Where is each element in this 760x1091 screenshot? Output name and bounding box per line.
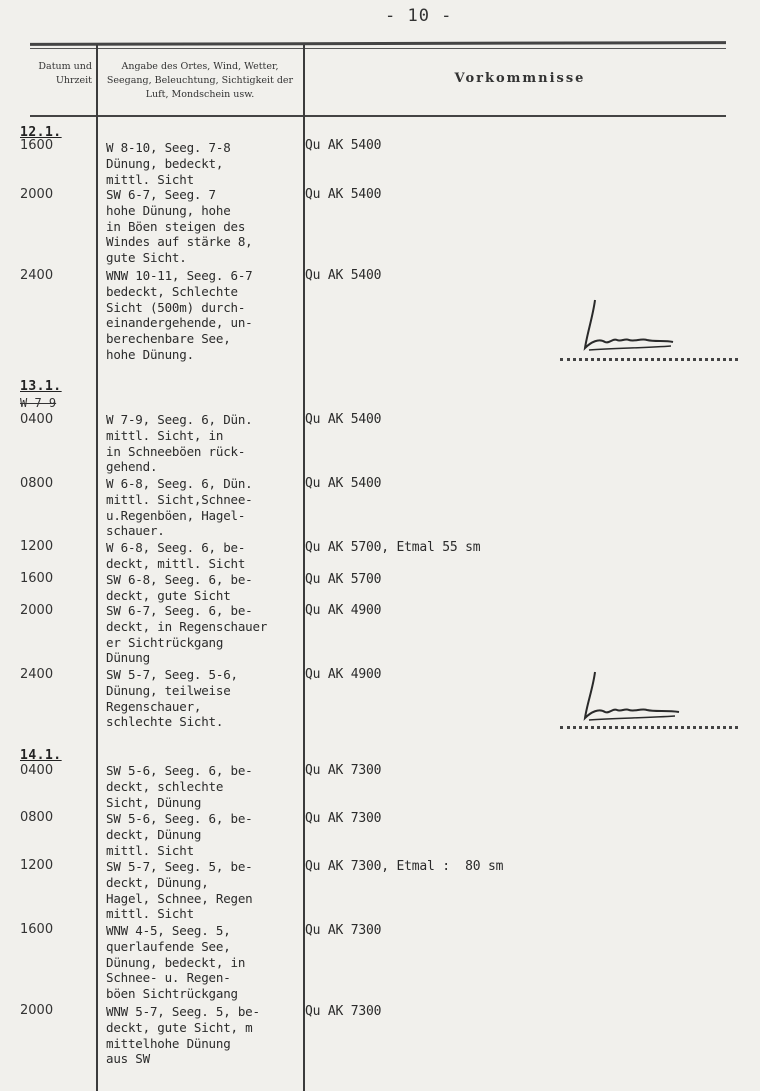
- entry-time: 0400: [20, 763, 54, 778]
- entry-weather: SW 6-7, Seeg. 7 hohe Dünung, hohe in Böen steigen des Windes auf stärke 8, gute Sicht.: [106, 187, 253, 266]
- entry-time: 2000: [20, 187, 54, 202]
- header-location-weather: Angabe des Ortes, Wind, Wetter, Seegang, Beleuchtung, Sichtigkeit der Luft, Mondschein usw.: [106, 61, 294, 100]
- header-date-time: Datum und Uhrzeit: [38, 61, 92, 86]
- page-number: - 10 -: [385, 6, 453, 26]
- struck-entry: W 7-9: [20, 396, 57, 410]
- entry-time: 1600: [20, 922, 54, 937]
- day-label: 13.1.: [20, 379, 62, 394]
- header-rule: [30, 115, 726, 117]
- signature-dotted-line: [560, 726, 738, 729]
- entry-event: Qu AK 7300: [305, 763, 382, 778]
- entry-time: 1200: [20, 539, 54, 554]
- entry-weather: W 6-8, Seeg. 6, be- deckt, mittl. Sicht: [106, 540, 246, 571]
- entry-time: 0400: [20, 412, 54, 427]
- entry-event: Qu AK 5400: [305, 412, 382, 427]
- entry-event: Qu AK 5400: [305, 138, 382, 153]
- header-events: Vorkommnisse: [454, 71, 586, 86]
- entry-weather: SW 5-6, Seeg. 6, be- deckt, Dünung mittl. Sicht: [106, 811, 253, 858]
- column-divider-1: [96, 45, 98, 1091]
- signature-mark: [575, 668, 685, 728]
- top-rule: [30, 41, 726, 46]
- entry-weather: SW 5-7, Seeg. 5, be- deckt, Dünung, Hagel, Schnee, Regen mittl. Sicht: [106, 859, 253, 922]
- entry-time: 2400: [20, 268, 54, 283]
- entry-weather: WNW 4-5, Seeg. 5, querlaufende See, Dünung, bedeckt, in Schnee- u. Regen- böen Sichtrückgang: [106, 923, 246, 1002]
- entry-time: 2000: [20, 1003, 54, 1018]
- entry-weather: SW 6-8, Seeg. 6, be- deckt, gute Sicht: [106, 572, 253, 603]
- entry-event: Qu AK 5400: [305, 476, 382, 491]
- entry-event: Qu AK 4900: [305, 667, 382, 682]
- signature-dotted-line: [560, 358, 738, 361]
- entry-event: Qu AK 7300: [305, 923, 382, 938]
- entry-event: Qu AK 4900: [305, 603, 382, 618]
- entry-event: Qu AK 7300: [305, 811, 382, 826]
- day-label: 12.1.: [20, 125, 62, 140]
- entry-time: 1200: [20, 858, 54, 873]
- entry-weather: W 7-9, Seeg. 6, Dün. mittl. Sicht, in in Schneeböen rück- gehend.: [106, 412, 253, 475]
- entry-weather: SW 5-7, Seeg. 5-6, Dünung, teilweise Regenschauer, schlechte Sicht.: [106, 667, 238, 730]
- entry-time: 0800: [20, 810, 54, 825]
- entry-event: Qu AK 5400: [305, 187, 382, 202]
- entry-weather: W 8-10, Seeg. 7-8 Dünung, bedeckt, mittl. Sicht: [106, 140, 231, 187]
- signature-mark: [575, 298, 685, 358]
- top-rule-thin: [30, 48, 726, 49]
- entry-time: 1600: [20, 571, 54, 586]
- entry-time: 0800: [20, 476, 54, 491]
- entry-time: 1600: [20, 138, 54, 153]
- entry-weather: SW 6-7, Seeg. 6, be- deckt, in Regenschauer er Sichtrückgang Dünung: [106, 603, 268, 666]
- entry-event: Qu AK 7300, Etmal : 80 sm: [305, 859, 504, 874]
- entry-time: 2000: [20, 603, 54, 618]
- entry-weather: WNW 5-7, Seeg. 5, be- deckt, gute Sicht, m mittelhohe Dünung aus SW: [106, 1004, 260, 1067]
- entry-event: Qu AK 5700, Etmal 55 sm: [305, 540, 481, 555]
- entry-weather: SW 5-6, Seeg. 6, be- deckt, schlechte Sicht, Dünung: [106, 763, 253, 810]
- entry-weather: W 6-8, Seeg. 6, Dün. mittl. Sicht,Schnee- u.Regenböen, Hagel- schauer.: [106, 476, 253, 539]
- entry-weather: WNW 10-11, Seeg. 6-7 bedeckt, Schlechte Sicht (500m) durch- einandergehende, un- berechenbare See, hohe Dünung.: [106, 268, 253, 362]
- entry-event: Qu AK 5700: [305, 572, 382, 587]
- entry-event: Qu AK 7300: [305, 1004, 382, 1019]
- entry-time: 2400: [20, 667, 54, 682]
- entry-event: Qu AK 5400: [305, 268, 382, 283]
- day-label: 14.1.: [20, 748, 62, 763]
